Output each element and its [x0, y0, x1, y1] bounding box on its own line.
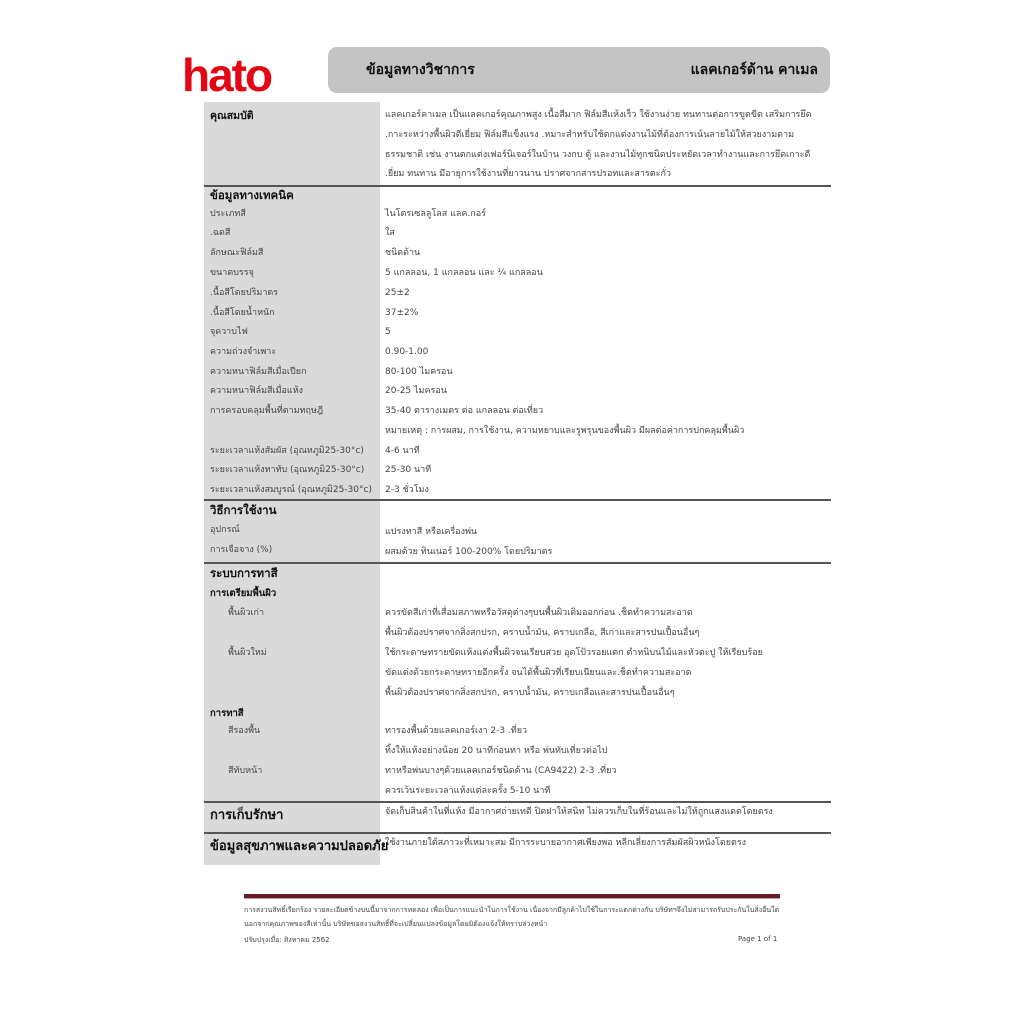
- safety-value: ใช้งานภายใต้สภาวะที่เหมาะสม มีการระบายอากาศเพียงพอ หลีกเลี่ยงการสัมผัสผิวหนังโดยตรง: [385, 838, 747, 848]
- tech-label: .นื้อสีโดยน้ำหนัก: [210, 308, 275, 318]
- section-divider: [204, 801, 831, 803]
- tech-value: 37±2%: [385, 308, 419, 318]
- tech-label: ความหนาฟิล์มสีเมื่อแห้ง: [210, 386, 304, 396]
- usage-label: การเจือจาง (%): [210, 545, 273, 555]
- tech-value: ใส: [385, 228, 395, 238]
- paint-line: ทาหรือพ่นบางๆด้วยแลคเกอร์ชนิดด้าน (CA9422) 2-3 .ที่ยว: [385, 766, 617, 776]
- disclaimer: การสงวนสิทธิ์เรียกร้อง รายละเอียดข้างบนนี้มาจากการทดลอง เพื่อเป็นการแนะนำในการใช้งาน เนื่องจากมีลูกค้าไปใช้ในการะแตกต่างกัน บริษัทฯจึงไม่สามารถรับประกันในสิ่งอื่นใด: [244, 906, 780, 914]
- disclaimer: นอกจากคุณภาพของสีเท่านั้น บริษัทขอสงวนสิทธิ์ที่จะเปลี่ยนแปลงข้อมูลโดยมิต้องแจ้งให้ทราบล่วงหน้า: [244, 920, 548, 928]
- tech-value: 5: [385, 327, 391, 337]
- usage-title: วิธีการใช้งาน: [210, 503, 277, 517]
- prep-line: ควรขัดสีเก่าที่เสื่อมสภาพหรือวัสดุต่างๆบนพื้นผิวเดิมออกก่อน .ช็ดทำความสะอาด: [385, 608, 693, 618]
- tech-label: จุดวาบไฟ: [210, 327, 248, 337]
- prep-line: พื้นผิวต้องปราศจากสิ่งสกปรก, คราบน้ำมัน, คราบเกลือ, สีเก่าและสารปนเปื้อนอื่นๆ: [385, 628, 700, 638]
- usage-value: แปรงทาสี หรือเครื่องพ่น: [385, 527, 478, 537]
- topcoat-label: สีทับหน้า: [228, 766, 263, 776]
- tech-value: 25-30 นาที: [385, 465, 432, 475]
- document-header: [328, 47, 830, 93]
- header-title: ข้อมูลทางวิชาการ: [366, 62, 475, 78]
- tech-label: .นื้อสีโดยปริมาตร: [210, 288, 279, 298]
- system-title: ระบบการทาสี: [210, 566, 278, 580]
- tech-value: 0.90-1.00: [385, 347, 429, 357]
- properties-line: ธรรมชาติ เช่น งานตกแต่งเฟอร์นิเจอร์ในบ้าน วงกบ ตู้ และงานไม้ทุกชนิดประหยัดเวลาทำงานและการยึดเกาะดี: [385, 150, 811, 160]
- tech-value: ชนิดด้าน: [385, 248, 421, 258]
- prep-title: การเตรียมพื้นผิว: [210, 588, 277, 599]
- primer-label: สีรองพื้น: [228, 726, 261, 736]
- tech-value: 20-25 ไมครอน: [385, 386, 447, 396]
- properties-line: .กาะระหว่างพื้นผิวดีเยี่ยม ฟิล์มสีแข็งแรง .หมาะสำหรับใช้ตกแต่งงานไม้ที่ต้องการเน้นลายไม้ให้สวยงามตาม: [385, 130, 795, 140]
- page-number: Page 1 of 1: [738, 935, 778, 943]
- hato-logo: hato: [182, 49, 272, 101]
- storage-value: จัดเก็บสินค้าในที่แห้ง มีอากาศถ่ายเทดี ปิดฝาให้สนิท ไม่ควรเก็บในที่ร้อนและไม่ให้ถูกแสงแดดโดยตรง: [385, 807, 773, 817]
- prep-line: พื้นผิวต้องปราศจากสิ่งสกปรก, คราบน้ำมัน, คราบเกลือและสารปนเปื้อนอื่นๆ: [385, 688, 675, 698]
- properties-line: แลคเกอร์คาเมล เป็นแลคเกอร์คุณภาพสูง เนื้อสีมาก ฟิล์มสีแห้งเร็ว ใช้งานง่าย ทนทานต่อการขูดขีด เสริมการยึด: [385, 110, 812, 120]
- product-name: แลคเกอร์ด้าน คาเมล: [690, 62, 818, 78]
- prep-line: ใช้กระดาษทรายขัดแห้งแต่งพื้นผิวจนเรียบสวย อุดโป้วรอยแตก ตำหนิบนไม้และหัวตะปู ให้เรียบร้อย: [385, 648, 763, 658]
- section-divider: [204, 832, 831, 834]
- properties-label: คุณสมบัติ: [210, 110, 254, 122]
- section-divider: [204, 499, 831, 501]
- tech-label: ความหนาฟิล์มสีเมื่อเปียก: [210, 367, 307, 377]
- usage-value: ผสมด้วย ทินเนอร์ 100-200% โดยปริมาตร: [385, 547, 553, 557]
- tech-label: ระยะเวลาแห้งทาทับ (อุณหภูมิ25-30°c): [210, 465, 365, 475]
- coverage-note: หมายเหตุ : การผสม, การใช้งาน, ความหยาบและรูพรุนของพื้นผิว มีผลต่อค่าการปกคลุมพื้นผิว: [385, 426, 745, 436]
- section-divider: [204, 185, 831, 187]
- section-divider: [204, 562, 831, 564]
- tech-label: ระยะเวลาแห้งสมบูรณ์ (อุณหภูมิ25-30°c): [210, 485, 372, 495]
- storage-title: การเก็บรักษา: [210, 808, 284, 823]
- paint-line: ควรเว้นระยะเวลาแห้งแต่ละครั้ง 5-10 นาที: [385, 786, 551, 796]
- updated-date: ปรับปรุงเมื่อ: สิงหาคม 2562: [244, 936, 330, 944]
- tech-value: 35-40 ตารางเมตร ต่อ แกลลอน ต่อเที่ยว: [385, 406, 544, 416]
- tech-value: 80-100 ไมครอน: [385, 367, 453, 377]
- old-surface-label: พื้นผิวเก่า: [228, 608, 264, 618]
- tech-value: ไนโตรเซลลูโลส แลค.กอร์: [385, 209, 486, 219]
- new-surface-label: พื้นผิวใหม่: [228, 648, 267, 658]
- tech-label: ประเภทสี: [210, 209, 246, 219]
- tech-label: ระยะเวลาแห้งสัมผัส (อุณหภูมิ25-30°c): [210, 446, 364, 456]
- footer-rule: [244, 894, 780, 899]
- tech-label: ขนาดบรรจุ: [210, 268, 254, 278]
- technical-title: ข้อมูลทางเทคนิค: [210, 188, 294, 202]
- tech-value: 4-6 นาที: [385, 446, 420, 456]
- safety-title: ข้อมูลสุขภาพและความปลอดภัย: [210, 839, 389, 854]
- tech-label: .ฉดสี: [210, 228, 231, 238]
- tech-value: 2-3 ชั่วโมง: [385, 485, 429, 495]
- properties-line: .ยี่ยม ทนทาน มีอายุการใช้งานที่ยาวนาน ปราศจากสารปรอทและสารตะกั่ว: [385, 169, 671, 179]
- paint-line: ทารองพื้นด้วยแลคเกอร์เงา 2-3 .ที่ยว: [385, 726, 528, 736]
- paint-title: การทาสี: [210, 708, 244, 719]
- prep-line: ขัดแต่งด้วยกระดาษทรายอีกครั้ง จนได้พื้นผิวที่เรียบเนียนและ.ช็ดทำความสะอาด: [385, 668, 692, 678]
- usage-label: อุปกรณ์: [210, 525, 240, 535]
- paint-line: ทิ้งให้แห้งอย่างน้อย 20 นาทีก่อนทา หรือ พ่นทับเที่ยวต่อไป: [385, 746, 608, 756]
- tech-label: การครอบคลุมพื้นที่ตามทฤษฎี: [210, 406, 323, 416]
- tech-label: ความถ่วงจำเพาะ: [210, 347, 277, 357]
- tech-value: 5 แกลลอน, 1 แกลลอน และ ¼ แกลลอน: [385, 268, 543, 278]
- tech-value: 25±2: [385, 288, 410, 298]
- tech-label: ลักษณะฟิล์มสี: [210, 248, 264, 258]
